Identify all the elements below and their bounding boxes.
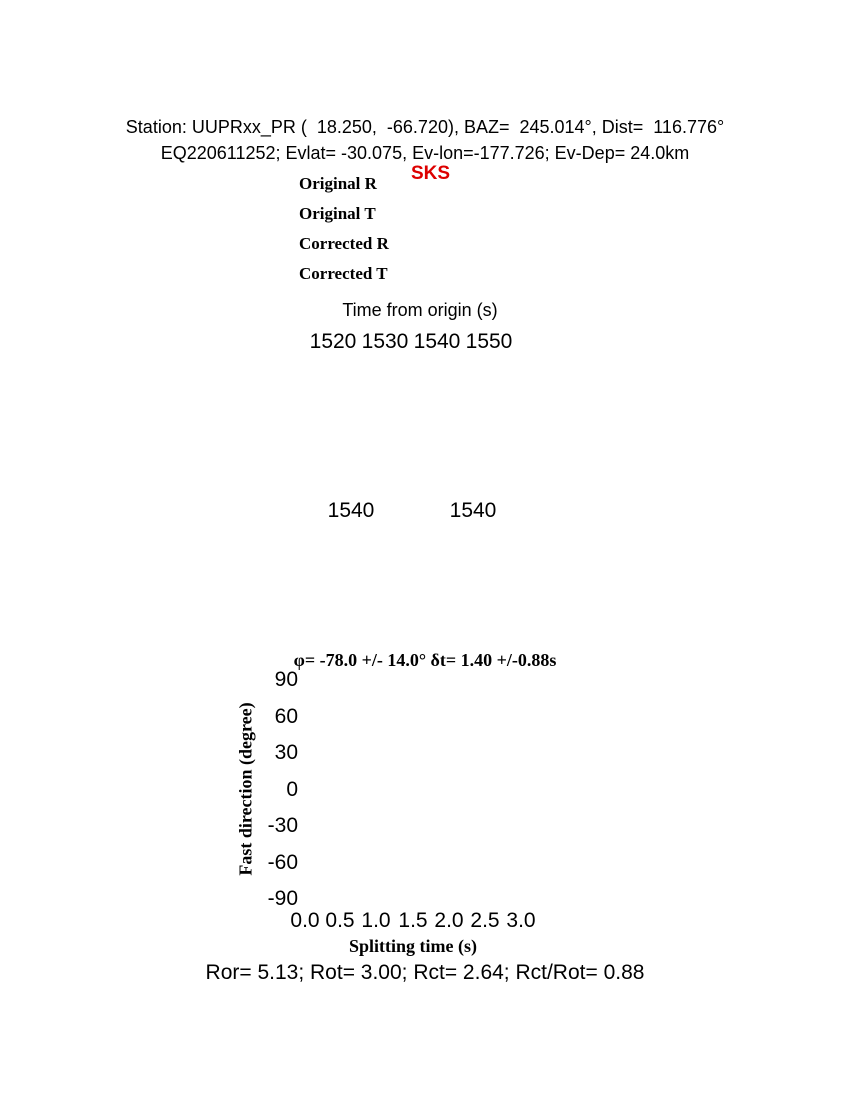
page-title: Station: UUPRxx_PR ( 18.250, -66.720), BAZ= 245.014°, Dist= 116.776°	[125, 117, 725, 137]
panel-right-tick: 1540	[449, 499, 497, 522]
xtick-20: 2.0	[434, 909, 464, 932]
contour-ylabel: Fast direction (degree)	[235, 702, 256, 876]
trace-label-corrected-r: Corrected R	[299, 234, 389, 253]
result-stats: Ror= 5.13; Rot= 3.00; Rct= 2.64; Rct/Rot= 0.88	[205, 961, 645, 984]
time-tick-1550: 1550	[465, 330, 513, 353]
contour-map	[304, 679, 521, 899]
xtick-30: 3.0	[506, 909, 536, 932]
ytick-m90: -90	[267, 887, 298, 910]
time-tick-1530: 1530	[361, 330, 409, 353]
ytick-90: 90	[274, 668, 298, 691]
time-axis-title: Time from origin (s)	[342, 300, 498, 320]
xtick-15: 1.5	[398, 909, 428, 932]
trace-label-original-t: Original T	[299, 204, 376, 223]
ytick-m30: -30	[267, 814, 298, 837]
time-tick-1540: 1540	[413, 330, 461, 353]
xtick-25: 2.5	[470, 909, 500, 932]
panel-left-tick: 1540	[327, 499, 375, 522]
ytick-30: 30	[274, 741, 298, 764]
xtick-00: 0.0	[290, 909, 320, 932]
ytick-m60: -60	[267, 851, 298, 874]
trace-label-corrected-t: Corrected T	[299, 264, 388, 283]
xtick-10: 1.0	[361, 909, 391, 932]
trace-label-original-r: Original R	[299, 174, 377, 193]
phase-label-sks: SKS	[411, 163, 451, 184]
xtick-05: 0.5	[325, 909, 355, 932]
contour-xlabel: Splitting time (s)	[349, 936, 477, 956]
time-tick-1520: 1520	[309, 330, 357, 353]
ytick-0: 0	[286, 778, 298, 801]
ytick-60: 60	[274, 705, 298, 728]
contour-title: φ= -78.0 +/- 14.0° δt= 1.40 +/-0.88s	[293, 650, 557, 670]
page-subtitle: EQ220611252; Evlat= -30.075, Ev-lon=-177.726; Ev-Dep= 24.0km	[160, 143, 690, 163]
